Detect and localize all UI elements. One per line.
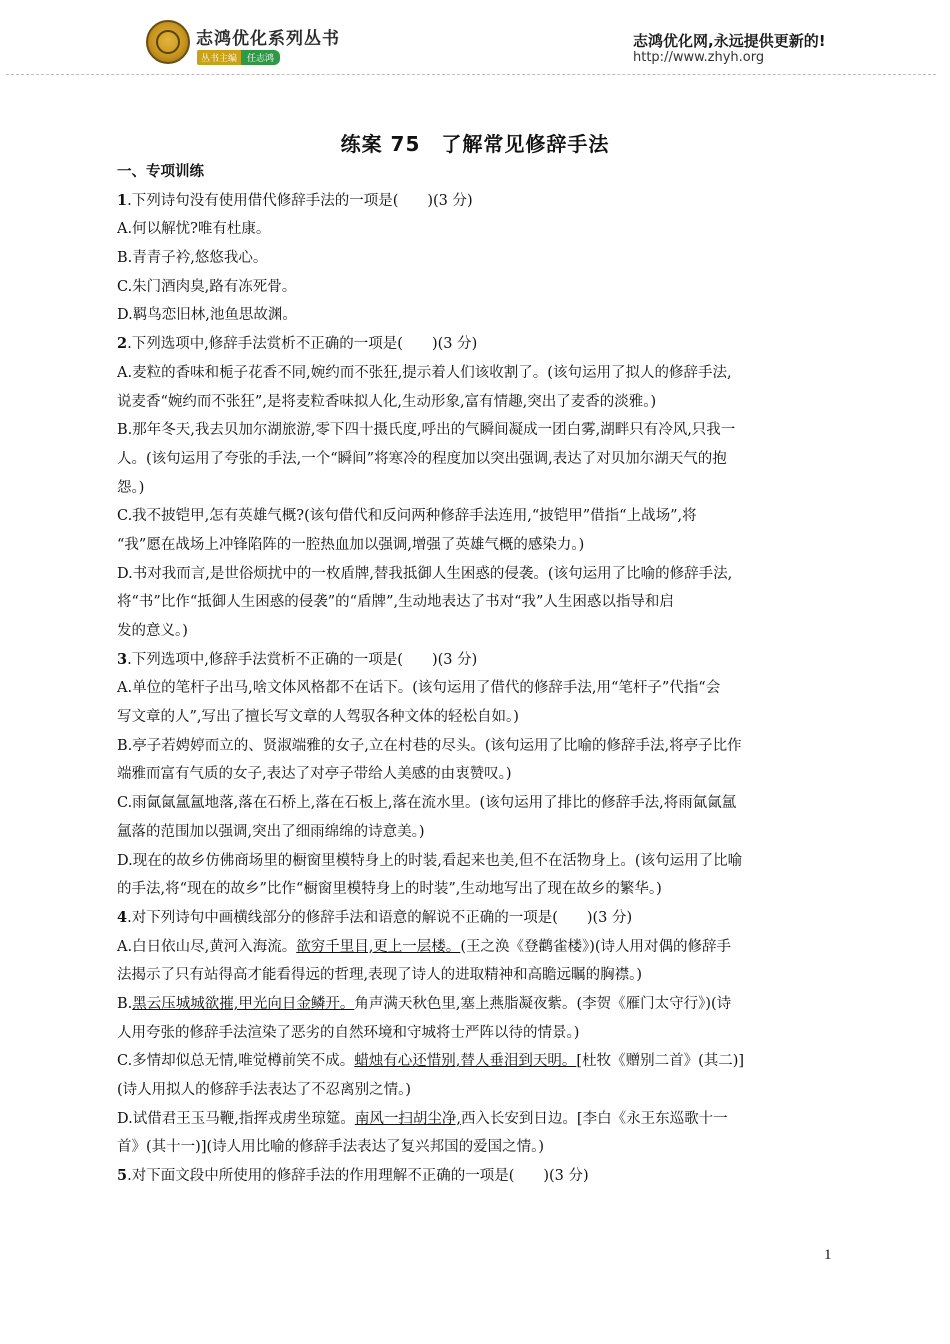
option-b: B.亭子若娉婷而立的、贤淑端雅的女子,立在村巷的尽头。(该句运用了比喻的修辞手法,将亭子比作 — [117, 737, 742, 754]
underlined-verse: 南风一扫胡尘净, — [354, 1110, 461, 1127]
underlined-verse: 欲穷千里目,更上一层楼。 — [296, 938, 461, 955]
underlined-verse: 蜡烛有心还惜别,替人垂泪到天明。 — [354, 1053, 577, 1070]
question-stem: 5.对下面文段中所使用的修辞手法的作用理解不正确的一项是( )(3 分) — [117, 1167, 589, 1185]
option-a-cont: 法揭示了只有站得高才能看得远的哲理,表现了诗人的进取精神和高瞻远瞩的胸襟。) — [117, 967, 643, 984]
question-number: 1 — [117, 191, 128, 209]
option-c-cont: 氲落的范围加以强调,突出了细雨绵绵的诗意美。) — [117, 823, 425, 840]
series-logo-icon — [146, 20, 190, 64]
option-c: C.我不披铠甲,怎有英雄气概?(该句借代和反问两种修辞手法连用,“披铠甲”借指“上战场”,将 — [117, 508, 697, 525]
option-d-cont: 的手法,将“现在的故乡”比作“橱窗里模特身上的时装”,生动地写出了现在故乡的繁华。) — [117, 881, 662, 898]
page-header — [0, 0, 950, 100]
option-c-cont: “我”愿在战场上冲锋陷阵的一腔热血加以强调,增强了英雄气概的感染力。) — [117, 536, 585, 553]
option-a: A.白日依山尽,黄河入海流。欲穷千里目,更上一层楼。(王之涣《登鹳雀楼》)(诗人用对偶的修辞手 — [117, 938, 732, 955]
option-b: B.青青子衿,悠悠我心。 — [117, 250, 268, 267]
option-a: A.麦粒的香味和栀子花香不同,婉约而不张狂,提示着人们该收割了。(该句运用了拟人的修辞手法, — [117, 364, 732, 381]
question-number: 5 — [117, 1167, 128, 1185]
editor-name: 任志鸿 — [241, 50, 280, 65]
question-stem: 3.下列选项中,修辞手法赏析不正确的一项是( )(3 分) — [117, 650, 478, 668]
option-d-cont: 将“书”比作“抵御人生困惑的侵袭”的“盾牌”,生动地表达了书对“我”人生困惑以指导和启 — [117, 594, 674, 611]
option-a: A.何以解忧?唯有杜康。 — [117, 221, 271, 238]
site-url[interactable]: http://www.zhyh.org — [633, 50, 765, 65]
option-c: C.多情却似总无情,唯觉樽前笑不成。蜡烛有心还惜别,替人垂泪到天明。[杜牧《赠别二首》(其二)] — [117, 1053, 745, 1070]
series-title: 志鸿优化系列丛书 — [196, 29, 340, 49]
option-b-cont: 端雅而富有气质的女子,表达了对亭子带给人美感的由衷赞叹。) — [117, 766, 512, 783]
option-d: D.羁鸟恋旧林,池鱼思故渊。 — [117, 307, 297, 324]
option-d: D.试借君王玉马鞭,指挥戎虏坐琼筵。南风一扫胡尘净,西入长安到日边。[李白《永王东巡歌十一 — [117, 1110, 728, 1127]
option-b: B.黑云压城城欲摧,甲光向日金鳞开。角声满天秋色里,塞上燕脂凝夜紫。(李贺《雁门太守行》)(诗 — [117, 995, 732, 1012]
option-d-cont: 首》(其十一)](诗人用比喻的修辞手法表达了复兴邦国的爱国之情。) — [117, 1139, 545, 1156]
question-number: 3 — [117, 650, 128, 668]
option-c: C.雨氤氤氲氲地落,落在石桥上,落在石板上,落在流水里。(该句运用了排比的修辞手法,将雨氤氤氲 — [117, 795, 737, 812]
option-a: A.单位的笔杆子出马,啥文体风格都不在话下。(该句运用了借代的修辞手法,用“笔杆子”代指“会 — [117, 680, 721, 697]
question-number: 2 — [117, 335, 128, 353]
header-divider — [6, 74, 936, 75]
editor-label: 丛书主编 — [197, 50, 241, 65]
option-c-cont: (诗人用拟人的修辞手法表达了不忍离别之情。) — [117, 1082, 412, 1098]
option-a-cont: 说麦香“婉约而不张狂”,是将麦粒香味拟人化,生动形象,富有情趣,突出了麦香的淡雅。) — [117, 393, 657, 410]
editor-badge — [197, 50, 280, 65]
site-slogan: 志鸿优化网,永远提供更新的! — [633, 32, 826, 50]
page-number: 1 — [824, 1247, 832, 1263]
section-heading: 一、专项训练 — [117, 164, 204, 180]
option-b-cont: 人用夸张的修辞手法渲染了恶劣的自然环境和守城将士严阵以待的情景。) — [117, 1024, 580, 1041]
option-b-cont: 怨。) — [117, 479, 145, 496]
page-title: 练案 75 了解常见修辞手法 — [340, 132, 610, 156]
option-d: D.现在的故乡仿佛商场里的橱窗里模特身上的时装,看起来也美,但不在活物身上。(该句运用了比喻 — [117, 852, 743, 869]
option-a-cont: 写文章的人”,写出了擅长写文章的人驾驭各种文体的轻松自如。) — [117, 709, 519, 726]
option-b-cont: 人。(该句运用了夸张的手法,一个“瞬间”将寒冷的程度加以突出强调,表达了对贝加尔湖天气的抱 — [117, 450, 727, 467]
question-number: 4 — [117, 908, 128, 926]
option-b: B.那年冬天,我去贝加尔湖旅游,零下四十摄氏度,呼出的气瞬间凝成一团白雾,湖畔只有冷风,只我一 — [117, 422, 736, 439]
exercise-content — [117, 158, 835, 1191]
option-c: C.朱门酒肉臭,路有冻死骨。 — [117, 278, 297, 295]
option-d-cont: 发的意义。) — [117, 623, 188, 639]
question-stem: 1.下列诗句没有使用借代修辞手法的一项是( )(3 分) — [117, 191, 473, 209]
question-stem: 4.对下列诗句中画横线部分的修辞手法和语意的解说不正确的一项是( )(3 分) — [117, 908, 633, 926]
underlined-verse: 黑云压城城欲摧,甲光向日金鳞开。 — [132, 995, 355, 1012]
question-stem: 2.下列选项中,修辞手法赏析不正确的一项是( )(3 分) — [117, 335, 478, 353]
option-d: D.书对我而言,是世俗烦扰中的一枚盾牌,替我抵御人生困惑的侵袭。(该句运用了比喻的修辞手法, — [117, 565, 733, 582]
